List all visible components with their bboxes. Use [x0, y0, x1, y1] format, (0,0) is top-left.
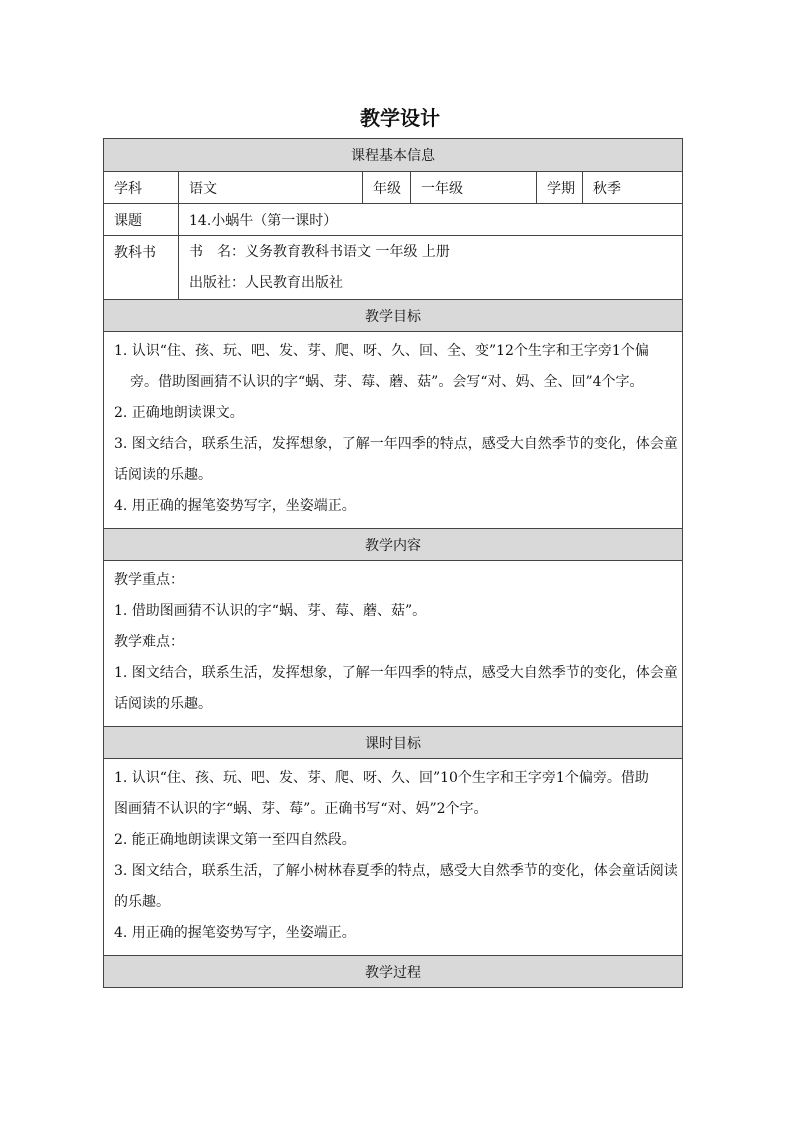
section-header-label: 教学目标	[365, 308, 421, 325]
section-header-label: 教学过程	[365, 964, 421, 981]
table-row-textbook	[104, 235, 682, 299]
table-row-subject	[104, 171, 682, 203]
section-header-label: 课时目标	[365, 735, 421, 752]
content-body	[104, 560, 682, 726]
difficult-points-label: 教学难点：	[114, 634, 184, 650]
list-item: 3. 图文结合，联系生活，了解小树林春夏季的特点，感受大自然季节的变化，体会童话阅读	[114, 863, 678, 879]
subject-value: 语文	[178, 172, 362, 203]
section-header-basic	[104, 139, 682, 171]
lesson-plan-table	[103, 138, 683, 988]
term-label: 学期	[536, 172, 582, 203]
grade-value: 一年级	[410, 172, 536, 203]
list-item: 1. 认识“住、孩、玩、吧、发、芽、爬、呀、久、回”10个生字和王字旁1个偏旁。借助	[114, 770, 649, 786]
list-item: 4. 用正确的握笔姿势写字，坐姿端正。	[114, 498, 356, 514]
topic-value: 14.小蜗牛（第一课时）	[178, 204, 682, 235]
textbook-label: 教科书	[114, 245, 156, 261]
list-item: 1. 借助图画猜不认识的字“蜗、芽、莓、蘑、菇”。	[114, 603, 427, 619]
section-header-label: 教学内容	[365, 537, 421, 554]
list-item: 图画猜不认识的字“蜗、芽、莓”。正确书写“对、妈”2个字。	[114, 801, 488, 817]
list-item: 旁。借助图画猜不认识的字“蜗、芽、莓、蘑、菇”。会写“对、妈、全、回”4个字。	[130, 374, 644, 390]
list-item: 2. 正确地朗读课文。	[114, 405, 244, 421]
page-title: 教学设计	[360, 106, 440, 130]
grade-label: 年级	[362, 172, 410, 203]
list-item: 话阅读的乐趣。	[114, 696, 212, 712]
list-item: 1. 认识“住、孩、玩、吧、发、芽、爬、呀、久、回、全、变”12个生字和王字旁1个偏	[114, 343, 649, 359]
goals-body	[104, 331, 682, 528]
textbook-publisher: 出版社：人民教育出版社	[189, 274, 343, 291]
lesson-goals-body	[104, 758, 682, 955]
textbook-value	[178, 236, 682, 299]
textbook-name: 书 名：义务教育教科书语文 一年级 上册	[189, 243, 450, 260]
list-item: 话阅读的乐趣。	[114, 467, 212, 483]
section-header-content	[104, 528, 682, 560]
list-item: 1. 图文结合，联系生活，发挥想象，了解一年四季的特点，感受大自然季节的变化，体会童	[114, 665, 678, 681]
list-item: 2. 能正确地朗读课文第一至四自然段。	[114, 832, 356, 848]
section-header-goals	[104, 299, 682, 331]
list-item: 的乐趣。	[114, 894, 170, 910]
topic-label: 课题	[114, 212, 142, 229]
section-header-label: 课程基本信息	[351, 148, 435, 164]
section-header-process	[104, 955, 682, 987]
table-row-topic	[104, 203, 682, 235]
key-points-label: 教学重点：	[114, 572, 184, 588]
list-item: 4. 用正确的握笔姿势写字，坐姿端正。	[114, 925, 356, 941]
term-value: 秋季	[582, 172, 682, 203]
subject-label: 学科	[114, 180, 142, 197]
list-item: 3. 图文结合，联系生活，发挥想象，了解一年四季的特点，感受大自然季节的变化，体会童	[114, 436, 678, 452]
section-header-lesson-goals	[104, 726, 682, 758]
